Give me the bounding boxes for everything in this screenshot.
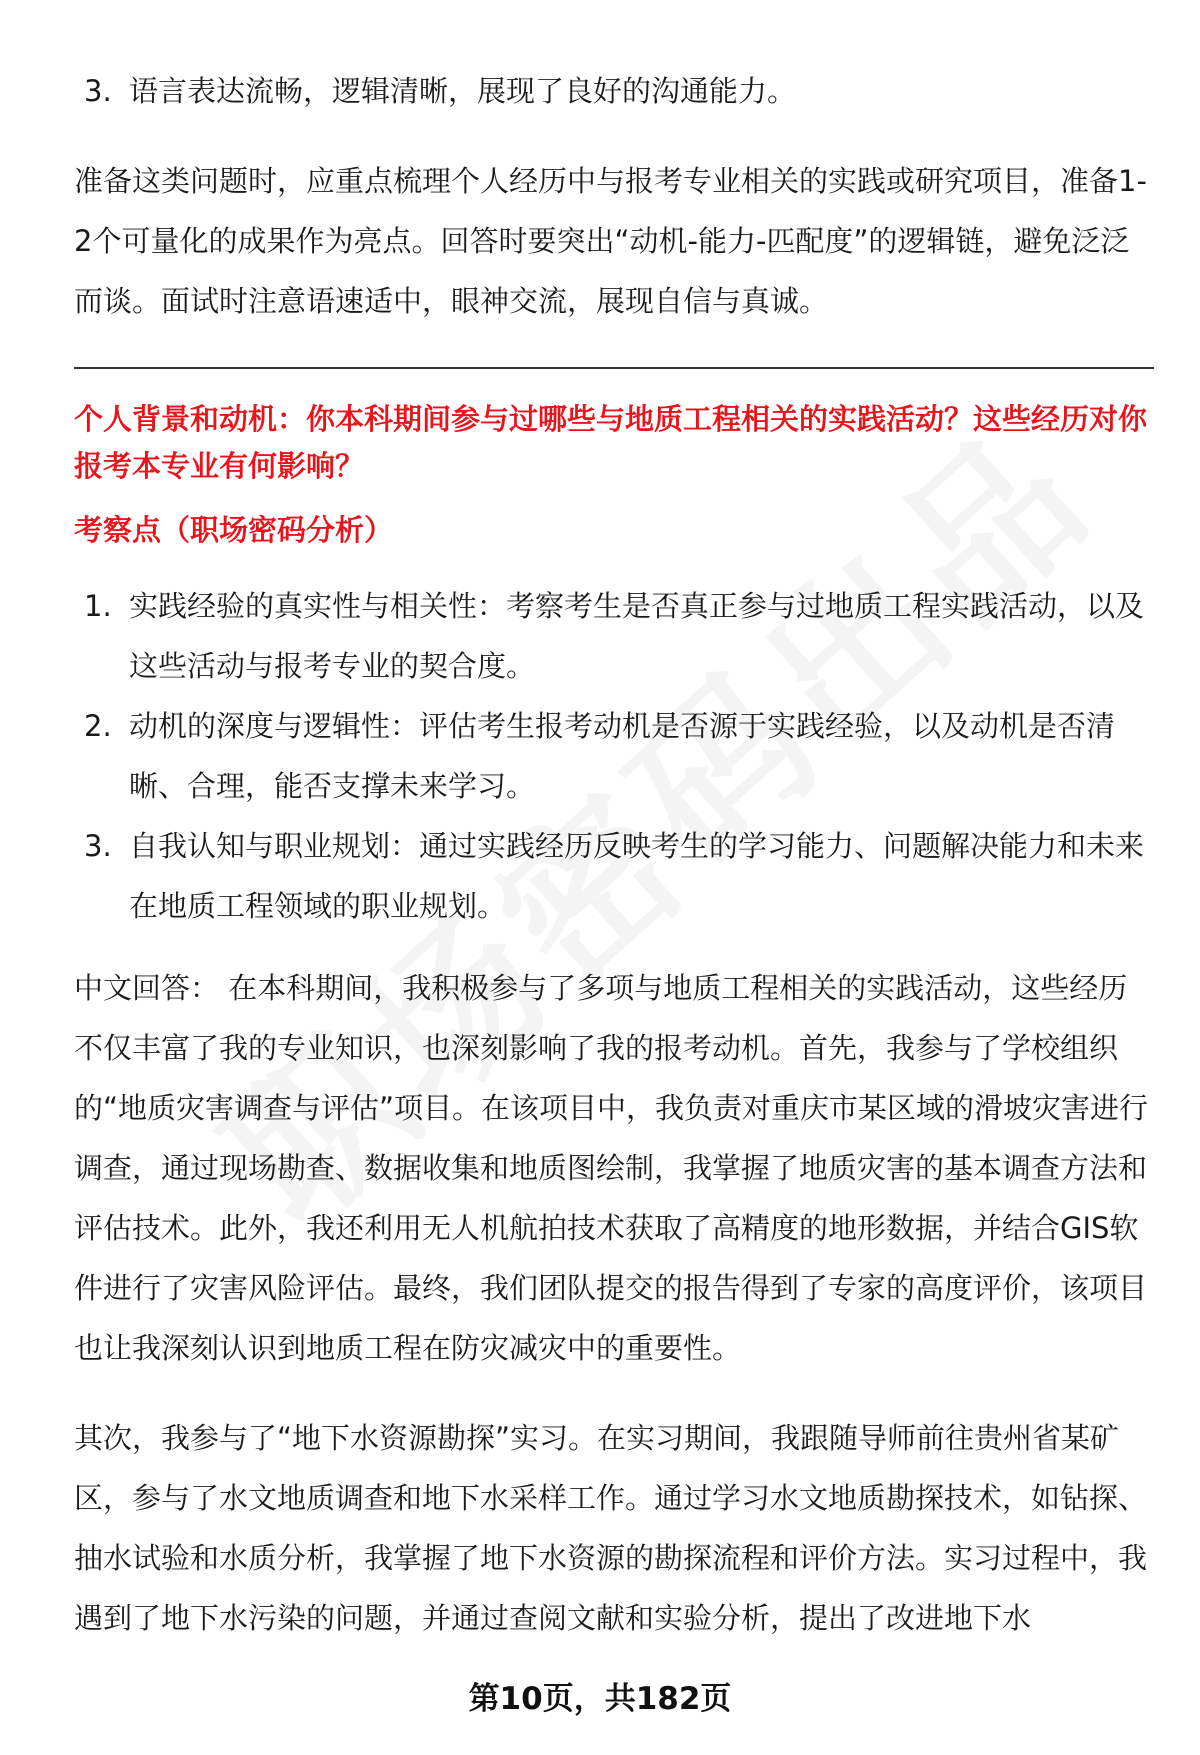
question-heading: 个人背景和动机：你本科期间参与过哪些与地质工程相关的实践活动？这些经历对你报考本专业有何影响？ (74, 402, 1148, 483)
list-text: 动机的深度与逻辑性：评估考生报考动机是否源于实践经验，以及动机是否清晰、合理，能否支撑未来学习。 (129, 709, 1116, 803)
page-number-footer: 第10页，共182页 (468, 1681, 732, 1717)
list-number: 2. (84, 709, 112, 743)
list-number: 1. (84, 589, 112, 623)
list-number: 3. (84, 74, 112, 108)
list-item (74, 816, 1154, 936)
list-text: 语言表达流畅，逻辑清晰，展现了良好的沟通能力。 (129, 74, 797, 108)
list-text: 自我认知与职业规划：通过实践经历反映考生的学习能力、问题解决能力和未来在地质工程领域的职业规划。 (129, 829, 1145, 923)
list-text: 实践经验的真实性与相关性：考察考生是否真正参与过地质工程实践活动，以及这些活动与报考专业的契合度。 (129, 589, 1145, 683)
list-number: 3. (84, 829, 112, 863)
top-list (74, 61, 1154, 121)
analysis-points (74, 576, 1154, 936)
second-paragraph: 其次，我参与了“地下水资源勘探”实习。在实习期间，我跟随导师前往贵州省某矿区，参与了水文地质调查和地下水采样工作。通过学习水文地质勘探技术，如钻探、抽水试验和水质分析，我掌握了地下水资源的勘探流程和评价方法。实习过程中，我遇到了地下水污染的问题，并通过查阅文献和实验分析，提出了改进地下水 (74, 1421, 1148, 1635)
list-item (74, 696, 1154, 816)
answer-paragraph: 中文回答： 在本科期间，我积极参与了多项与地质工程相关的实践活动，这些经历不仅丰富了我的专业知识，也深刻影响了我的报考动机。首先，我参与了学校组织的“地质灾害调查与评估”项目。在该项目中，我负责对重庆市某区域的滑坡灾害进行调查，通过现场勘查、数据收集和地质图绘制，我掌握了地质灾害的基本调查方法和评估技术。此外，我还利用无人机航拍技术获取了高精度的地形数据，并结合GIS软件进行了灾害风险评估。最终，我们团队提交的报告得到了专家的高度评价，该项目也让我深刻认识到地质工程在防灾减灾中的重要性。 (74, 971, 1149, 1365)
list-item (74, 576, 1154, 696)
list-item (74, 61, 1154, 121)
prep-paragraph: 准备这类问题时，应重点梳理个人经历中与报考专业相关的实践或研究项目，准备1-2个可量化的成果作为亮点。回答时要突出“动机-能力-匹配度”的逻辑链，避免泛泛而谈。面试时注意语速适中，眼神交流，展现自信与真诚。 (74, 164, 1147, 318)
analysis-subheading: 考察点（职场密码分析） (74, 513, 394, 547)
section-divider (74, 367, 1154, 369)
document-page (74, 0, 1154, 1648)
